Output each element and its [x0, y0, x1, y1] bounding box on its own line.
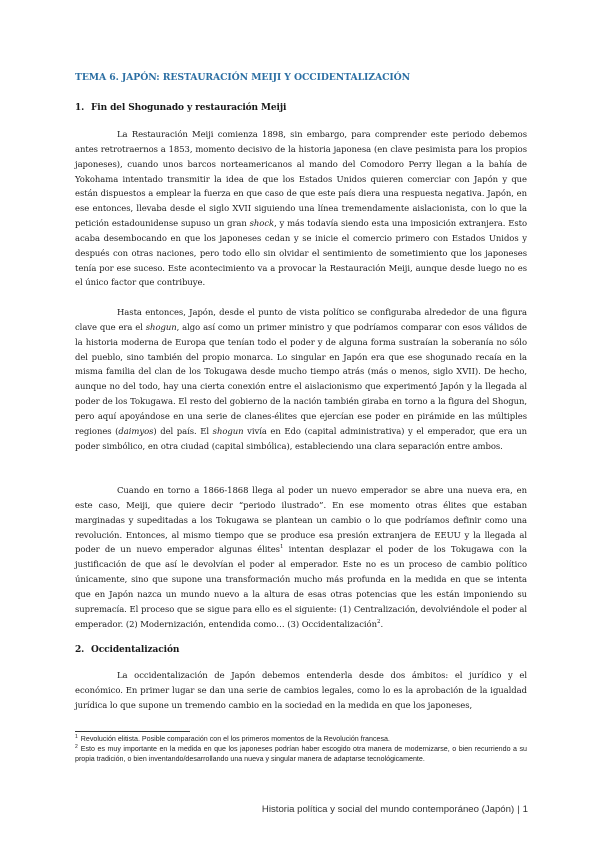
footer-text: Historia política y social del mundo contemporáneo (Japón) [261, 804, 515, 815]
paragraph-1: La Restauración Meiji comienza 1898, sin embargo, para comprender este periodo debemos antes retrotraernos a 1853, momento decisivo de la historia japonesa (en clave pesimista para los propios japoneses), cuando unos barcos norteamericanos al mando del Comodoro Perry llegan a la bahía de Yokohama intentado transmitir la idea de que los Estados Unidos quieren comerciar con Japón y que están dispuestos a emplear la fuerza en que caso de que este país diera una respuesta negativa. Japón, en ese entonces, llevaba desde el siglo XVII siguiendo una línea tremendamente aislacionista, con lo que la petición estadounidense supuso un gran shock, y más todavía siendo esta una imposición extranjera. Esto acaba desembocando en que los japoneses cedan y se inicie el comercio primero con Estados Unidos y después con otras naciones, pero todo ello sin olvidar el sentimiento de sometimiento que los japoneses tenía por ese suceso. Este acontecimiento va a provocar la Restauración Meiji, aunque desde luego no es el único factor que contribuye. [75, 129, 528, 288]
page-number: 1 [522, 804, 528, 815]
section-number: 1. [75, 103, 85, 113]
footnote-divider [75, 731, 190, 732]
section-number: 2. [75, 645, 85, 655]
section-heading-1 [75, 103, 286, 113]
page-footer [262, 804, 528, 815]
paragraph-4: La occidentalización de Japón debemos entenderla desde dos ámbitos: el jurídico y el económico. En primer lugar se dan una serie de cambios legales, como lo es la aprobación de la igualdad jurídica lo que supone un tremendo cambio en la sociedad en la medida en que los japoneses, [75, 670, 527, 710]
document-title: TEMA 6. JAPÓN: RESTAURACIÓN MEIJI Y OCCIDENTALIZACIÓN [75, 72, 411, 83]
footnote-1: $^1$ Revolución elitista. Posible comparación con el los primeros momentos de la Revolución francesa. [75, 733, 390, 743]
section-title: Fin del Shogunado y restauración Meiji [91, 103, 287, 113]
section-heading-2 [75, 645, 179, 655]
footnote-ref-1: 1 [279, 544, 284, 551]
paragraph-3: Cuando en torno a 1866-1868 llega al poder un nuevo emperador se abre una nueva era, en este caso, Meiji, que quiere decir “periodo ilustrado”. En ese momento otras élites que estaban marginadas y supeditadas a los Tokugawa se plantean un cambio o lo que podríamos definir como una revolución. Entonces, al mismo tiempo que se produce esa presión extranjera de EEUU y la llegada al poder de un nuevo emperador algunas élites$^1$ intentan desplazar el poder de los Tokugawa con la justificación de que así le devolvían el poder al emperador. Este no es un proceso de cambio político únicamente, sino que supone una transformación mucho más profunda en la medida en que se intenta que en Japón nazca un mundo nuevo a la altura de esas otras potencias que les están imponiendo su supremacía. El proceso que se sigue para ello es el siguiente: (1) Centralización, devolviéndole el poder al emperador. (2) Modernización, entendida como… (3) Occidentalización$^2$. [75, 485, 527, 629]
footnote-ref-2: 2 [376, 618, 381, 625]
section-title: Occidentalización [91, 645, 180, 655]
footnote-2: $^2$ Esto es muy importante en la medida en que los japoneses podrían haber escogido otra manera de modernizarse, o bien recurriendo a su propia tradición, o bien inventando/desarrollando una nueva y singular manera de adaptarse tecnológicamente. [75, 743, 527, 763]
paragraph-2: Hasta entonces, Japón, desde el punto de vista político se configuraba alrededor de una figura clave que era el shogun, algo así como un primer ministro y que podríamos comparar con esos válidos de la historia moderna de Europa que tenían todo el poder y de alguna forma sustraían la soberanía no sólo del pueblo, sino también del propio monarca. Lo singular en Japón era que ese shogunado recaía en la misma familia del clan de los Tokugawa desde mucho tiempo atrás (más o menos, siglo XVII). De hecho, aunque no del todo, hay una cierta conexión entre el aislacionismo que experimentó Japón y la llegada al poder de los Tokugawa. El resto del gobierno de la nación también giraba en torno a la figura del Shogun, pero aquí apoyándose en una serie de clanes-élites que ejercían ese poder en pirámide en las múltiples regiones (daimyos) del país. El shogun vivía en Edo (capital administrativa) y el emperador, que era un poder simbólico, en otra ciudad (capital simbólica), estableciendo una clara separación entre ambos. [75, 307, 527, 451]
footer-separator: | [517, 804, 520, 815]
